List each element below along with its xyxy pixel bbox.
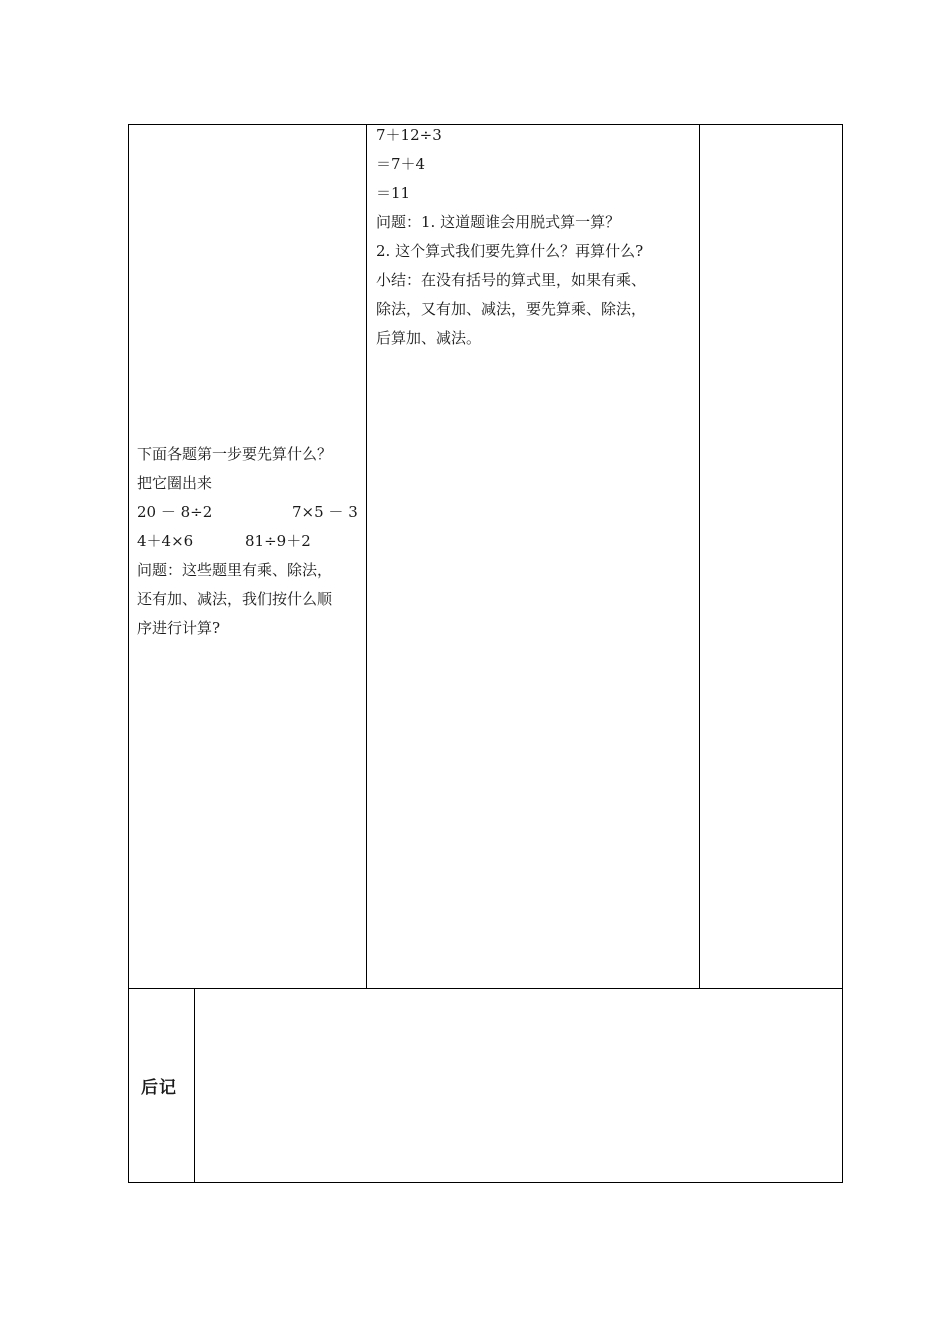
expression-b: 7×5 － 3 xyxy=(292,503,358,521)
expression-a: 20 － 8÷2 xyxy=(137,503,213,521)
exercise-row-2 xyxy=(137,527,359,556)
table-bottom-border xyxy=(128,1182,843,1183)
exercise-instruction: 把它圈出来 xyxy=(137,474,213,492)
exercise-row-1 xyxy=(137,498,359,527)
summary-line-2: 除法，又有加、减法，要先算乘、除法， xyxy=(376,300,647,318)
postscript-label: 后记 xyxy=(141,1078,177,1098)
summary-line-1: 小结：在没有括号的算式里，如果有乘、 xyxy=(376,271,647,289)
table-left-border xyxy=(128,124,129,1183)
table-right-border xyxy=(842,124,843,1183)
equation-line-1: 7＋12÷3 xyxy=(376,126,442,144)
expression-d: 81÷9＋2 xyxy=(245,532,311,550)
summary-line-3: 后算加、减法。 xyxy=(376,329,482,347)
footer-label-divider xyxy=(194,988,195,1183)
column-divider-1 xyxy=(366,124,367,989)
middle-cell-content xyxy=(376,121,694,353)
question-2: 2. 这个算式我们要先算什么？再算什么? xyxy=(376,242,644,260)
table-row-divider xyxy=(128,988,843,989)
exercise-prompt: 下面各题第一步要先算什么？ xyxy=(137,445,333,463)
column-divider-2 xyxy=(699,124,700,989)
left-cell-content xyxy=(137,440,359,643)
expression-c: 4＋4×6 xyxy=(137,532,194,550)
equation-line-2: ＝7＋4 xyxy=(376,155,426,173)
question-line-3: 序进行计算? xyxy=(137,619,221,637)
question-1: 问题：1. 这道题谁会用脱式算一算？ xyxy=(376,213,621,231)
question-line-1: 问题：这些题里有乘、除法， xyxy=(137,561,333,579)
equation-line-3: ＝11 xyxy=(376,184,411,202)
question-line-2: 还有加、减法，我们按什么顺 xyxy=(137,590,333,608)
